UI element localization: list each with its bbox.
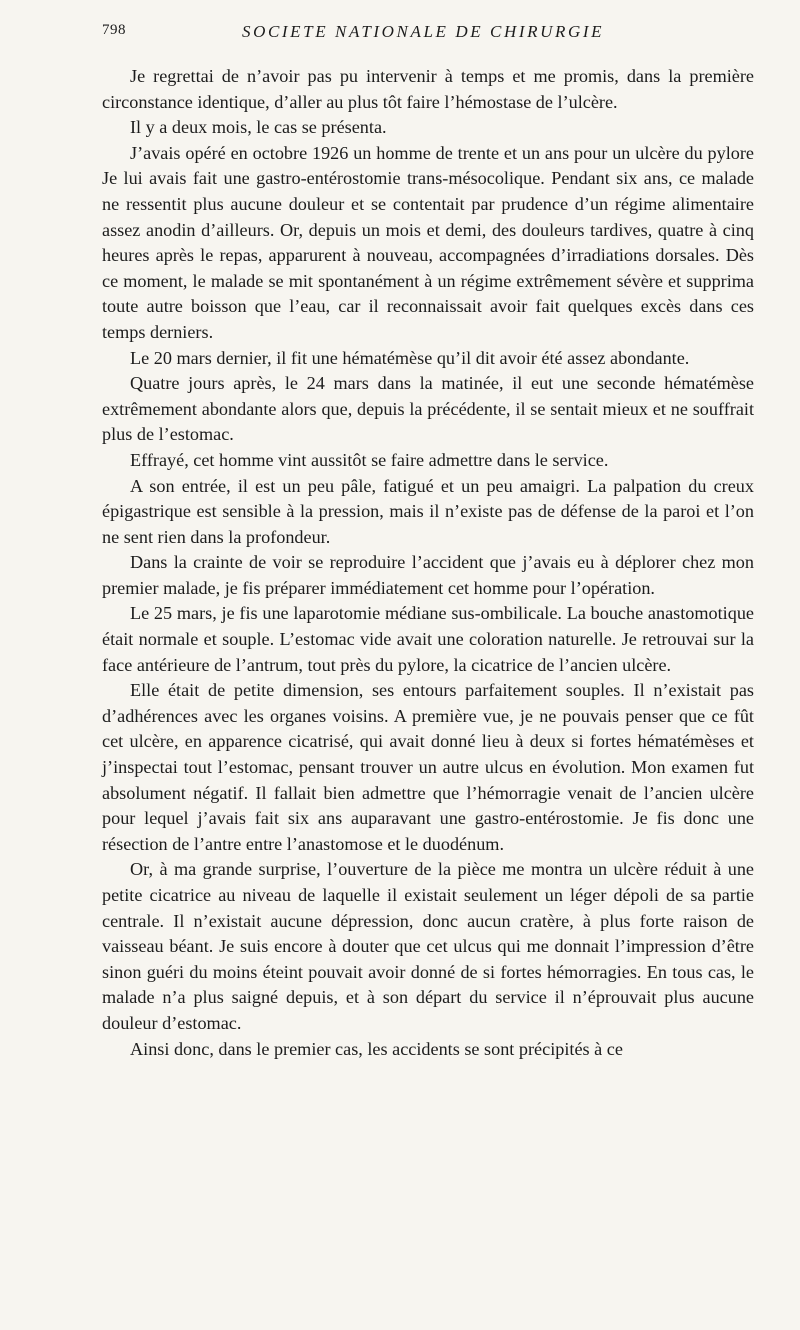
- page-number: 798: [102, 22, 126, 38]
- paragraph: Or, à ma grande surprise, l’ouverture de la pièce me montra un ulcère réduit à une petite cicatrice au niveau de laquelle il existait seulement un léger dépoli de sa partie centrale. Il n’existait aucune dépression, donc aucun cratère, à plus forte raison de vaisseau béant. Je suis encore à douter que cet ulcus qui me donnait l’impression d’être sinon guéri du moins éteint pouvait avoir donné de si fortes hémorragies. En tous cas, le malade n’a plus saigné depuis, et à son départ du service il n’éprouvait plus aucune douleur d’estomac.: [102, 859, 754, 1033]
- paragraph: Le 20 mars dernier, il fit une hématémèse qu’il dit avoir été assez abondante.: [130, 347, 690, 368]
- paragraph: Je regrettai de n’avoir pas pu intervenir à temps et me promis, dans la première circonstance identique, d’aller au plus tôt faire l’hémostase de l’ulcère.: [102, 66, 754, 112]
- paragraph: J’avais opéré en octobre 1926 un homme de trente et un ans pour un ulcère du pylore Je lui avais fait une gastro-entérostomie trans-mésocolique. Pendant six ans, ce malade ne ressentit plus aucune douleur et se contentait par prudence d’un régime alimentaire assez anodin d’ailleurs. Or, depuis un mois et demi, des douleurs tardives, quatre à cinq heures après le repas, apparurent à nouveau, accompagnées d’irradiations dorsales. Dès ce moment, le malade se mit spontanément à un régime extrêmement sévère et supprima toute autre boisson que l’eau, car il reconnaissait avoir fait quelques excès dans ces temps derniers.: [102, 142, 754, 342]
- body-text: [102, 64, 754, 1062]
- paragraph: Il y a deux mois, le cas se présenta.: [130, 117, 387, 138]
- paragraph: A son entrée, il est un peu pâle, fatigué et un peu amaigri. La palpation du creux épigastrique est sensible à la pression, mais il n’existe pas de défense de la paroi et l’on ne sent rien dans la profondeur.: [102, 475, 754, 547]
- paragraph: Le 25 mars, je fis une laparotomie médiane sus-ombilicale. La bouche anastomotique était normale et souple. L’estomac vide avait une coloration naturelle. Je retrouvai sur la face antérieure de l’antrum, tout près du pylore, la cicatrice de l’ancien ulcère.: [102, 603, 754, 675]
- paragraph: Dans la crainte de voir se reproduire l’accident que j’avais eu à déplorer chez mon premier malade, je fis préparer immédiatement cet homme pour l’opération.: [102, 552, 754, 598]
- paragraph: Effrayé, cet homme vint aussitôt se faire admettre dans le service.: [130, 449, 609, 470]
- paragraph: Quatre jours après, le 24 mars dans la matinée, il eut une seconde hématémèse extrêmement abondante alors que, depuis la précédente, il se sentait mieux et ne souffrait plus de l’estomac.: [102, 373, 754, 445]
- journal-title: SOCIETE NATIONALE DE CHIRURGIE: [242, 22, 605, 41]
- paragraph: Elle était de petite dimension, ses entours parfaitement souples. Il n’existait pas d’adhérences avec les organes voisins. A première vue, je ne pouvais penser que ce fût cet ulcère, en apparence cicatrisé, qui avait donné lieu à deux si fortes hématémèses et j’inspectai tout l’estomac, pensant trouver un autre ulcus en évolution. Mon examen fut absolument négatif. Il fallait bien admettre que l’hémorragie venait de l’ancien ulcère pour lequel j’avais fait six ans auparavant une gastro-entérostomie. Je fis donc une résection de l’antre entre l’anastomose et le duodénum.: [102, 680, 754, 854]
- running-header: [102, 22, 760, 46]
- paragraph: Ainsi donc, dans le premier cas, les accidents se sont précipités à ce: [130, 1038, 623, 1059]
